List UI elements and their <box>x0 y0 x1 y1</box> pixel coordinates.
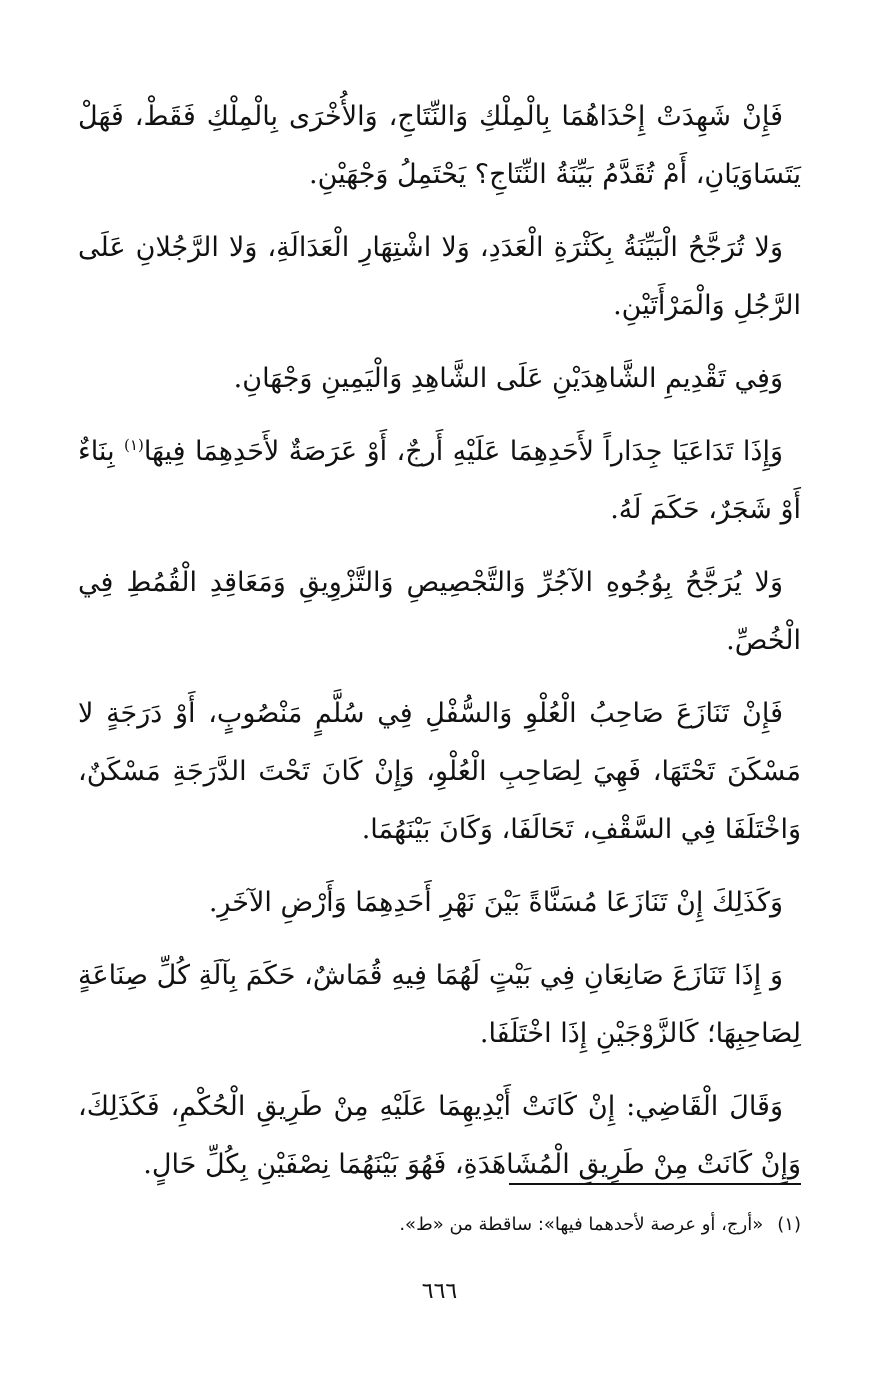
paragraph-upper-lower-floor: فَإِنْ تَنَازَعَ صَاحِبُ الْعُلْوِ وَالسُّفْلِ فِي سُلَّمٍ مَنْصُوبٍ، أَوْ دَرَجَةٍ لا مَسْكَنَ تَحْتَهَا، فَهِيَ لِصَاحِبِ الْعُلْوِ، وَإِنْ كَانَ تَحْتَ الدَّرَجَةِ مَسْكَنٌ، وَاخْتَلَفَا فِي السَّقْفِ، تَحَالَفَا، وَكَانَ بَيْنَهُمَا. <box>78 698 801 845</box>
paragraph-no-preference-by-number: وَلا تُرَجَّحُ الْبَيِّنَةُ بِكَثْرَةِ الْعَدَدِ، وَلا اشْتِهَارِ الْعَدَالَةِ، وَلا الرَّجُلانِ عَلَى الرَّجُلِ وَالْمَرْأَتَيْنِ. <box>78 232 801 321</box>
footnote <box>78 1210 801 1240</box>
wall-paragraph-text: وَإِذَا تَدَاعَيَا جِدَاراً لأَحَدِهِمَا عَلَيْهِ أَرجٌ، أَوْ عَرَصَةٌ لأَحَدِهِمَا فِيهَا <box>143 436 783 467</box>
footnote-text: «أرج، أو عرصة لأحدهما فيها»: ساقطة من «ط». <box>399 1214 764 1235</box>
page-number: ٦٦٦ <box>421 1279 458 1304</box>
footnote-divider <box>509 1183 801 1185</box>
footnote-marker: (١) <box>124 436 144 454</box>
paragraph-qadi-opinion: وَقَالَ الْقَاضِي: إِنْ كَانَتْ أَيْدِيهِمَا عَلَيْهِ مِنْ طَرِيقِ الْحُكْمِ، فَكَذَلِكَ، وَإِنْ كَانَتْ مِنْ طَرِيقِ الْمُشَاهَدَةِ، فَهُوَ بَيْنَهُمَا نِصْفَيْنِ بِكُلِّ حَالٍ. <box>78 1091 801 1180</box>
paragraph-embankment: وَكَذَلِكَ إِنْ تَنَازَعَا مُسَنَّاةً بَيْنَ نَهْرِ أَحَدِهِمَا وَأَرْضِ الآخَرِ. <box>208 887 783 918</box>
paragraph-two-witnesses-vs-oath: وَفِي تَقْدِيمِ الشَّاهِدَيْنِ عَلَى الشَّاهِدِ وَالْيَمِينِ وَجْهَانِ. <box>233 363 783 394</box>
paragraph-disputed-wall <box>78 423 801 539</box>
main-text <box>78 88 801 1194</box>
paragraph-brick-plaster: وَلا يُرَجَّحُ بِوُجُوهِ الآجُرِّ وَالتَّجْصِيصِ وَالتَّزْوِيقِ وَمَعَاقِدِ الْقُمُطِ فِي الْخُصِّ. <box>78 567 801 656</box>
footnote-number: (١) <box>777 1214 801 1235</box>
paragraph-testimony-ownership: فَإِنْ شَهِدَتْ إِحْدَاهُمَا بِالْمِلْكِ وَالنِّتَاجِ، وَالأُخْرَى بِالْمِلْكِ فَقَطْ، فَهَلْ يَتَسَاوَيَانِ، أَمْ تُقَدَّمُ بَيِّنَةُ النِّتَاجِ؟ يَحْتَمِلُ وَجْهَيْنِ. <box>78 101 801 190</box>
wall-paragraph-continuation: بِنَاءٌ أَوْ شَجَرٌ، حَكَمَ لَهُ. <box>78 436 801 525</box>
paragraph-two-craftsmen: وَ إِذَا تَنَازَعَ صَانِعَانِ فِي بَيْتٍ لَهُمَا فِيهِ قُمَاشٌ، حَكَمَ بِآلَةِ كُلِّ صِنَاعَةٍ لِصَاحِبِهَا؛ كَالزَّوْجَيْنِ إِذَا اخْتَلَفَا. <box>78 960 801 1049</box>
